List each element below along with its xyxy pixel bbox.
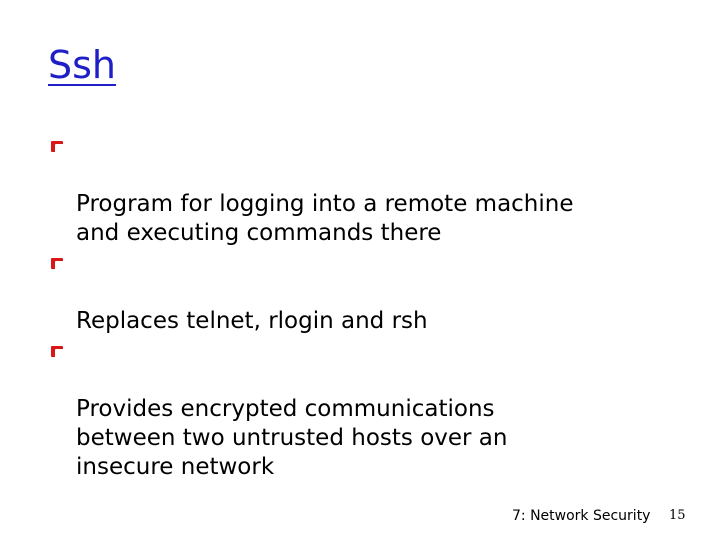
square-bullet-icon <box>51 141 63 152</box>
footer-label: 7: Network Security <box>512 508 651 524</box>
slide-title: Ssh <box>48 43 117 87</box>
bullet-text: Provides encrypted communications between two untrusted hosts over an insecure network <box>76 396 508 480</box>
bullet-list <box>48 132 688 483</box>
bullet-item <box>48 249 688 336</box>
bullet-text: Replaces telnet, rlogin and rsh <box>76 308 428 334</box>
square-bullet-icon <box>51 346 63 357</box>
bullet-item <box>48 132 688 248</box>
bullet-text: Program for logging into a remote machine and executing commands there <box>76 191 574 246</box>
bullet-item <box>48 337 688 482</box>
page-number: 15 <box>669 508 686 523</box>
square-bullet-icon <box>51 258 63 269</box>
